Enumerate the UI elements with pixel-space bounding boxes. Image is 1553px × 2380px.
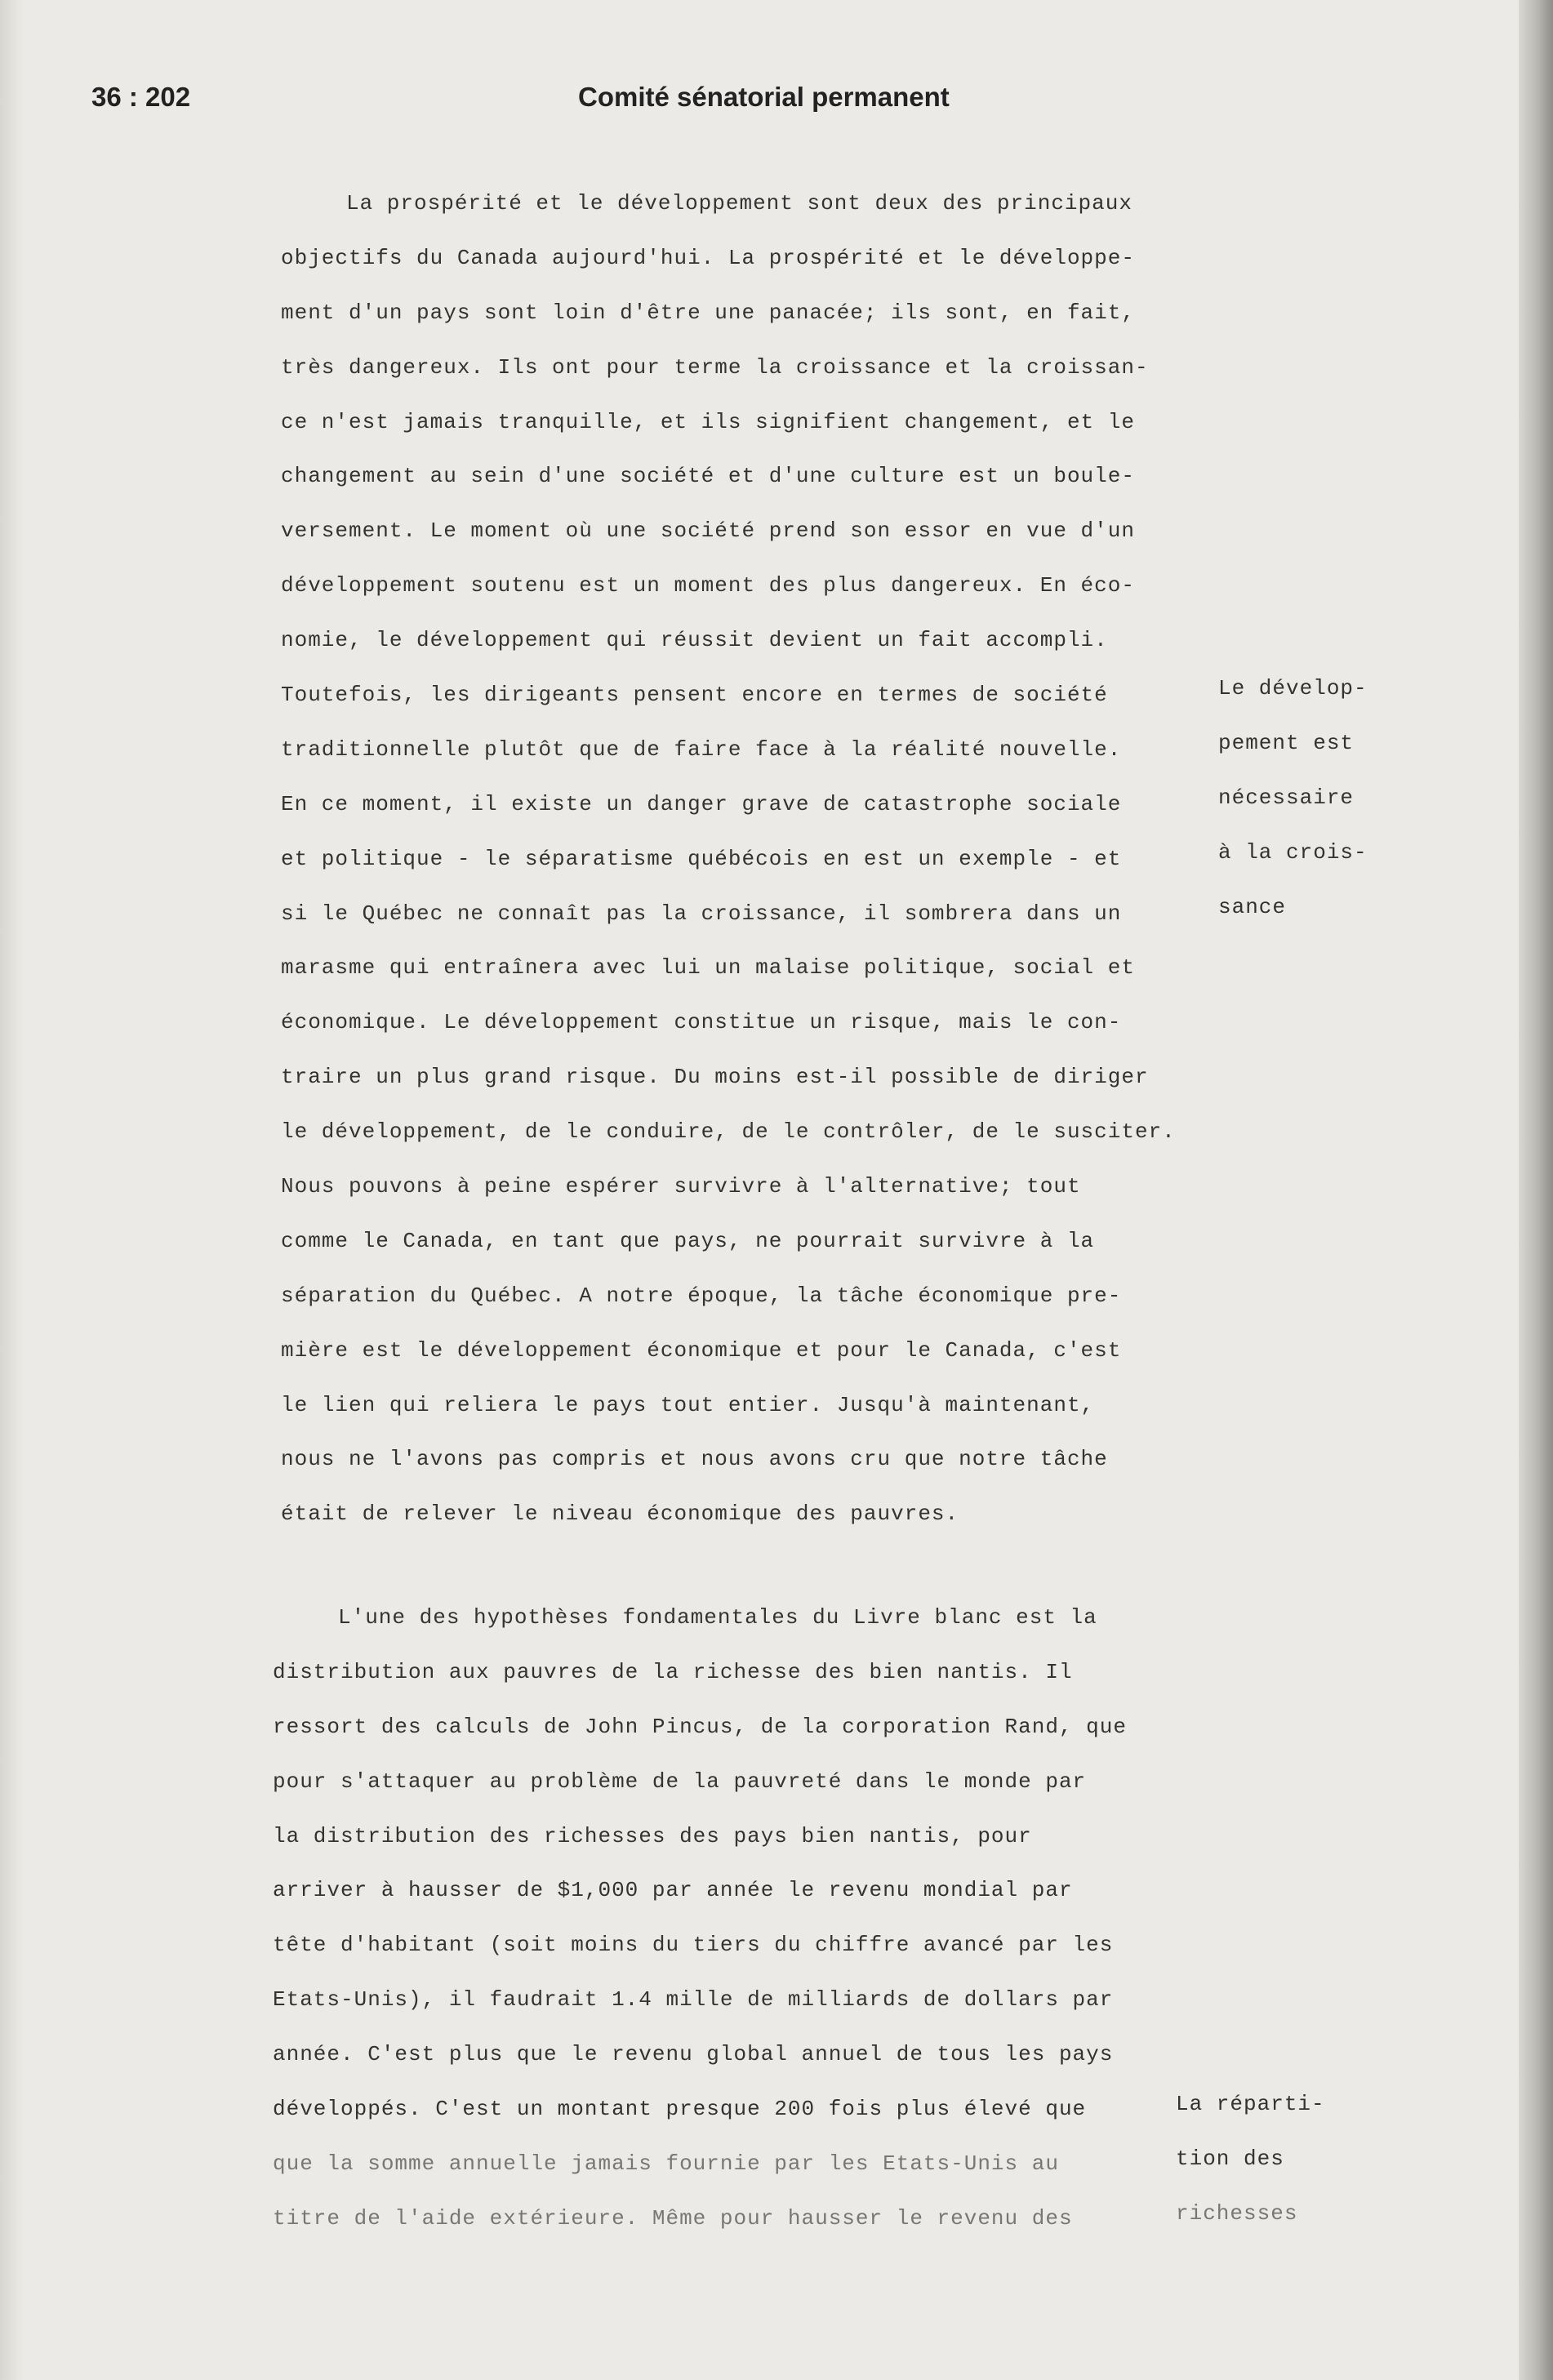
text-line: développés. C'est un montant presque 200 fois plus élevé que bbox=[273, 2097, 1087, 2122]
text-line: le lien qui reliera le pays tout entier. Jusqu'à maintenant, bbox=[281, 1392, 1095, 1417]
text-line: versement. Le moment où une société prend son essor en vue d'un bbox=[281, 518, 1135, 544]
margin-note-repartition bbox=[1176, 2077, 1325, 2241]
text-line: la distribution des richesses des pays bien nantis, pour bbox=[273, 1823, 1032, 1848]
margin-note-line: pement est bbox=[1218, 731, 1355, 755]
margin-note-line: à la crois- bbox=[1218, 840, 1368, 865]
text-line: très dangereux. Ils ont pour terme la croissance et la croissan- bbox=[281, 354, 1149, 380]
margin-note-line: Le dévelop- bbox=[1218, 676, 1368, 701]
text-line: titre de l'aide extérieure. Même pour hausser le revenu des bbox=[273, 2205, 1073, 2231]
text-line: que la somme annuelle jamais fournie par les Etats-Unis au bbox=[273, 2151, 1059, 2176]
paragraph-2 bbox=[273, 1590, 1204, 2246]
text-line: mière est le développement économique et pour le Canada, c'est bbox=[281, 1337, 1122, 1363]
text-line: et politique - le séparatisme québécois en est un exemple - et bbox=[281, 846, 1122, 871]
book-spine-edge bbox=[1519, 0, 1553, 2380]
text-line: Toutefois, les dirigeants pensent encore en termes de société bbox=[281, 683, 1108, 708]
page-header bbox=[0, 82, 1519, 131]
text-line: ressort des calculs de John Pincus, de la corporation Rand, que bbox=[273, 1714, 1127, 1739]
page-title: Comité sénatorial permanent bbox=[578, 82, 950, 112]
text-line: ment d'un pays sont loin d'être une panacée; ils sont, en fait, bbox=[281, 300, 1135, 325]
text-line: traditionnelle plutôt que de faire face à la réalité nouvelle. bbox=[281, 736, 1122, 762]
text-line: développement soutenu est un moment des plus dangereux. En éco- bbox=[281, 573, 1135, 598]
text-line: distribution aux pauvres de la richesse des bien nantis. Il bbox=[273, 1659, 1073, 1684]
page-edge-shadow bbox=[0, 0, 23, 2380]
text-line: si le Québec ne connaît pas la croissance, il sombrera dans un bbox=[281, 901, 1122, 926]
text-line: La prospérité et le développement sont deux des principaux bbox=[346, 191, 1132, 216]
text-line: Etats-Unis), il faudrait 1.4 mille de milliards de dollars par bbox=[273, 1987, 1114, 2013]
text-line: pour s'attaquer au problème de la pauvreté dans le monde par bbox=[273, 1768, 1087, 1794]
text-line: traire un plus grand risque. Du moins est-il possible de diriger bbox=[281, 1065, 1149, 1090]
text-line: marasme qui entraînera avec lui un malaise politique, social et bbox=[281, 955, 1135, 981]
margin-note-line: tion des bbox=[1176, 2146, 1284, 2171]
text-line: objectifs du Canada aujourd'hui. La prospérité et le développe- bbox=[281, 245, 1135, 270]
text-line: année. C'est plus que le revenu global annuel de tous les pays bbox=[273, 2042, 1114, 2067]
margin-note-line: richesses bbox=[1176, 2201, 1298, 2226]
text-line: nomie, le développement qui réussit devient un fait accompli. bbox=[281, 628, 1108, 653]
text-line: En ce moment, il existe un danger grave de catastrophe sociale bbox=[281, 791, 1122, 816]
text-line: comme le Canada, en tant que pays, ne pourrait survivre à la bbox=[281, 1228, 1095, 1253]
page-number: 36 : 202 bbox=[91, 82, 191, 112]
paragraph-1 bbox=[281, 176, 1212, 1541]
text-line: L'une des hypothèses fondamentales du Livre blanc est la bbox=[338, 1605, 1097, 1630]
text-line: tête d'habitant (soit moins du tiers du chiffre avancé par les bbox=[273, 1933, 1114, 1958]
text-line: ce n'est jamais tranquille, et ils signifient changement, et le bbox=[281, 409, 1135, 434]
margin-note-line: sance bbox=[1218, 895, 1287, 919]
text-line: Nous pouvons à peine espérer survivre à l'alternative; tout bbox=[281, 1174, 1081, 1199]
margin-note-line: La réparti- bbox=[1176, 2092, 1325, 2116]
text-line: était de relever le niveau économique des pauvres. bbox=[281, 1501, 959, 1527]
text-line: arriver à hausser de $1,000 par année le revenu mondial par bbox=[273, 1878, 1073, 1903]
margin-note-croissance bbox=[1218, 661, 1368, 935]
margin-note-line: nécessaire bbox=[1218, 785, 1355, 810]
text-line: le développement, de le conduire, de le contrôler, de le susciter. bbox=[281, 1119, 1176, 1145]
text-line: économique. Le développement constitue un risque, mais le con- bbox=[281, 1010, 1122, 1035]
text-line: nous ne l'avons pas compris et nous avons cru que notre tâche bbox=[281, 1447, 1108, 1472]
text-line: changement au sein d'une société et d'une culture est un boule- bbox=[281, 464, 1135, 489]
text-line: séparation du Québec. A notre époque, la tâche économique pre- bbox=[281, 1283, 1122, 1308]
